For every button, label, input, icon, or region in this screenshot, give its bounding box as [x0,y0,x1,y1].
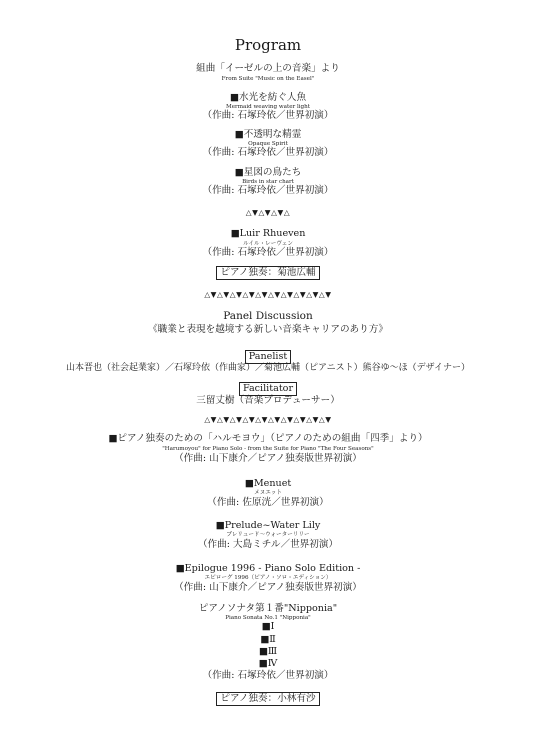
facilitator-name: 三留丈樹（音楽プロデューサー） [196,395,340,406]
piece-credit: （作曲: 石塚玲依／世界初演） [202,247,334,258]
panelist-names: 山本晋也（社会起業家）／石塚玲依（作曲家）／菊池広輔（ピアニスト）熊谷ゆ～ほ（デザイナー） [66,363,470,373]
piece-subtitle: Opaque Spirit [248,141,288,147]
piece-subtitle: ルイル・レーヴェン [243,241,293,247]
movement-item: ■Ⅳ [258,658,278,669]
sonata-title: ピアノソナタ第１番"Nipponia" [198,603,338,614]
piece-subtitle: エピローグ 1996（ピアノ・ソロ・エディション） [204,575,332,581]
piece-credit: （作曲: 石塚玲依／世界初演） [202,110,334,121]
ornament-divider: △▼△▼△▼△▼△▼△▼△▼△▼△▼△▼ [204,415,332,424]
piece-title: ■Luir Rhueven [230,228,306,239]
suite-title: 組曲「イーゼルの上の音楽」より [196,63,340,74]
movement-item: ■Ⅰ [261,621,275,632]
piece-title: ■ピアノ独奏のための「ハルモヨウ」（ピアノのための組曲「四季」より） [108,433,428,444]
suite-subtitle: From Suite "Music on the Easel" [221,76,315,82]
piece-subtitle: メヌエット [254,490,282,496]
movement-item: ■Ⅲ [258,646,278,657]
piece-credit: （作曲: 石塚玲依／世界初演） [202,185,334,196]
movement-item: ■Ⅱ [260,634,276,645]
performer-box: ピアノ独奏：小林有沙 [216,692,319,706]
performer-box: ピアノ独奏：菊池広輔 [216,266,319,280]
piece-title: ■不透明な精霊 [234,129,302,140]
piece-title: ■星図の鳥たち [234,167,302,178]
facilitator-heading-row [0,382,536,396]
piece-subtitle: プレリュード〜ウォーターリリー [226,532,310,538]
piece-subtitle: "Harumoyou" for Piano Solo - from the Suite for Piano "The Four Seasons" [162,446,374,452]
performer-row [0,266,536,280]
sonata-subtitle: Piano Sonata No.1 "Nipponia" [225,615,311,621]
piece-title: ■Prelude~Water Lily [215,520,321,531]
panelist-label: Panelist [245,350,292,364]
piece-credit: （作曲: 山下康介／ピアノ独奏版世界初演） [174,453,362,464]
ornament-divider: △▼△▼△▼△ [245,208,291,217]
piece-credit: （作曲: 大島ミチル／世界初演） [197,539,339,550]
section-title: Panel Discussion [223,310,313,322]
piece-title: ■Menuet [244,478,292,489]
section-subtitle: 《職業と表現を越境する新しい音楽キャリアのあり方》 [148,324,388,335]
performer-row [0,692,536,706]
piece-subtitle: Birds in star chart [242,179,294,185]
piece-subtitle: Mermaid weaving water light [226,104,310,110]
facilitator-label: Facilitator [239,382,297,396]
page-title: Program [234,36,302,54]
piece-title: ■水光を紡ぐ人魚 [229,92,307,103]
piece-credit: （作曲: 佐原洸／世界初演） [207,497,329,508]
piece-credit: （作曲: 石塚玲依／世界初演） [202,670,334,681]
panelist-heading-row [0,350,536,364]
ornament-divider: △▼△▼△▼△▼△▼△▼△▼△▼△▼△▼ [204,290,332,299]
piece-title: ■Epilogue 1996 - Piano Solo Edition - [175,563,361,574]
piece-credit: （作曲: 石塚玲依／世界初演） [202,147,334,158]
piece-credit: （作曲: 山下康介／ピアノ独奏版世界初演） [174,582,362,593]
